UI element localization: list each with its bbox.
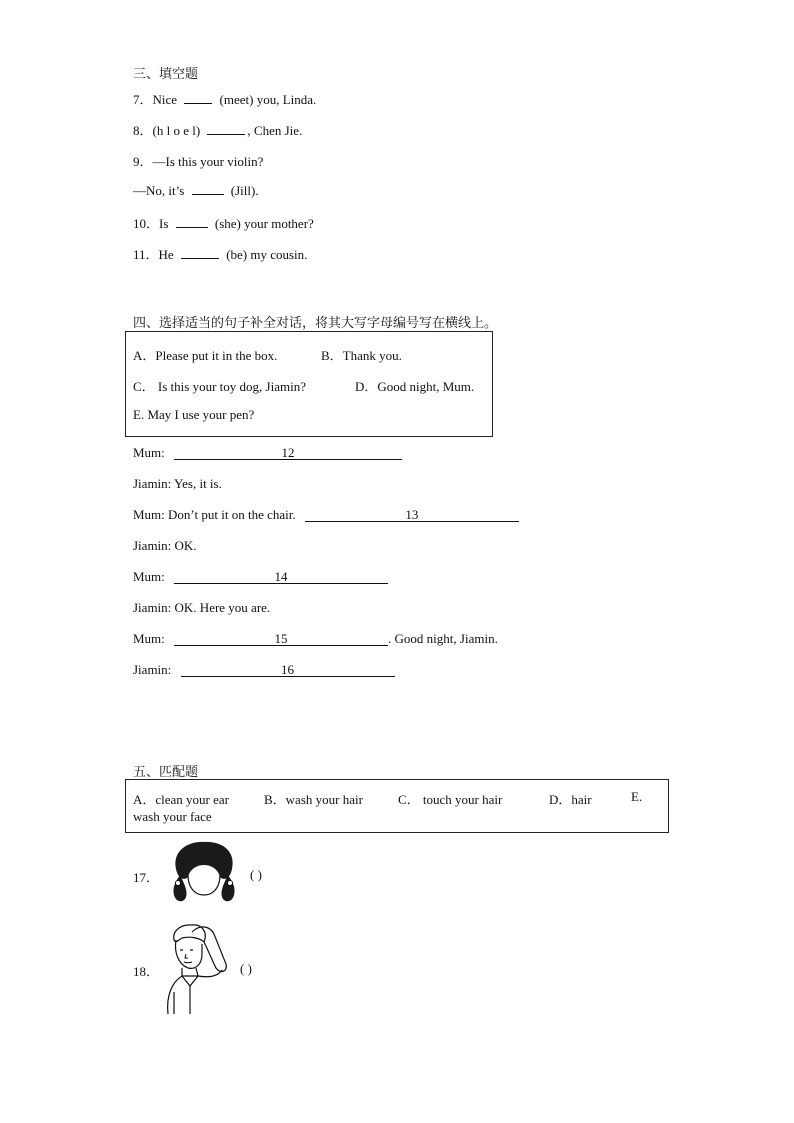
s4-option-e: E. May I use your pen? xyxy=(133,407,255,422)
girl-hair-picture xyxy=(164,839,244,907)
answer-blank-15[interactable]: 15 xyxy=(174,632,388,646)
question-18-number: 18． xyxy=(133,964,160,979)
q8-suffix: , Chen Jie. xyxy=(247,123,303,138)
section4-heading: 四、选择适当的句子补全对话，将其大写字母编号写在横线上。 xyxy=(133,316,498,331)
s4-option-d: D．Good night, Mum. xyxy=(355,379,475,394)
s5-option-e-letter: E. xyxy=(631,789,643,804)
q8-blank[interactable] xyxy=(207,122,245,135)
speaker-mum: Mum: xyxy=(133,631,165,646)
q11-suffix: (be) my cousin. xyxy=(226,247,308,262)
speaker-jiamin: Jiamin: xyxy=(133,662,172,677)
dialogue-line-16 xyxy=(133,662,395,678)
mum-line-15-after: . Good night, Jiamin. xyxy=(388,631,498,646)
q10-blank[interactable] xyxy=(176,215,208,228)
q10-prefix: 10．Is xyxy=(133,216,169,231)
question-9a: 9．—Is this your violin? xyxy=(133,154,264,169)
q7-suffix: (meet) you, Linda. xyxy=(219,92,317,107)
q7-prefix: 7．Nice xyxy=(133,92,178,107)
s4-option-a: A．Please put it in the box. xyxy=(133,348,278,363)
section5-heading: 五、匹配题 xyxy=(133,765,199,780)
s4-option-b: B．Thank you. xyxy=(321,348,402,363)
question-9b xyxy=(133,182,259,199)
question-11 xyxy=(133,244,307,263)
question-17-number: 17． xyxy=(133,870,160,885)
question-7 xyxy=(133,89,316,108)
speaker-mum: Mum: xyxy=(133,445,165,460)
dialogue-line-14 xyxy=(133,569,388,585)
answer-blank-14[interactable]: 14 xyxy=(174,570,388,584)
answer-paren-18[interactable]: ( ) xyxy=(240,961,252,976)
q9b-suffix: (Jill). xyxy=(230,183,259,198)
q11-blank[interactable] xyxy=(181,246,219,259)
question-10 xyxy=(133,213,314,232)
dialogue-line-12 xyxy=(133,445,402,461)
dialogue-line-jiamin-2: Jiamin: OK. xyxy=(133,538,197,553)
s5-option-b: B．wash your hair xyxy=(264,792,363,807)
answer-blank-12[interactable]: 12 xyxy=(174,446,402,460)
s5-option-a: A．clean your ear xyxy=(133,792,230,807)
s5-option-e-text: wash your face xyxy=(133,809,212,824)
section5-options-box xyxy=(125,779,669,833)
q9b-prefix: —No, it’s xyxy=(133,183,185,198)
s4-option-c: C． Is this your toy dog, Jiamin? xyxy=(133,379,306,394)
dialogue-line-jiamin-1: Jiamin: Yes, it is. xyxy=(133,476,222,491)
q7-blank[interactable] xyxy=(184,91,212,104)
section3-heading: 三、填空题 xyxy=(133,67,199,82)
dialogue-line-15 xyxy=(133,631,498,647)
answer-blank-16[interactable]: 16 xyxy=(181,663,395,677)
mum-line-13-text: Mum: Don’t put it on the chair. xyxy=(133,507,296,522)
question-8 xyxy=(133,120,302,139)
answer-blank-13[interactable]: 13 xyxy=(305,508,519,522)
q8-prefix: 8．(h l o e l) xyxy=(133,123,201,138)
s5-option-c: C． touch your hair xyxy=(398,792,503,807)
speaker-mum: Mum: xyxy=(133,569,165,584)
dialogue-line-13 xyxy=(133,507,519,523)
section4-options-box xyxy=(125,331,493,437)
q9b-blank[interactable] xyxy=(192,182,224,195)
q10-suffix: (she) your mother? xyxy=(214,216,314,231)
s5-option-d: D．hair xyxy=(549,792,592,807)
dialogue-line-jiamin-3: Jiamin: OK. Here you are. xyxy=(133,600,271,615)
answer-paren-17[interactable]: ( ) xyxy=(250,867,262,882)
q11-prefix: 11．He xyxy=(133,247,174,262)
boy-touching-hair-picture xyxy=(160,920,232,1016)
